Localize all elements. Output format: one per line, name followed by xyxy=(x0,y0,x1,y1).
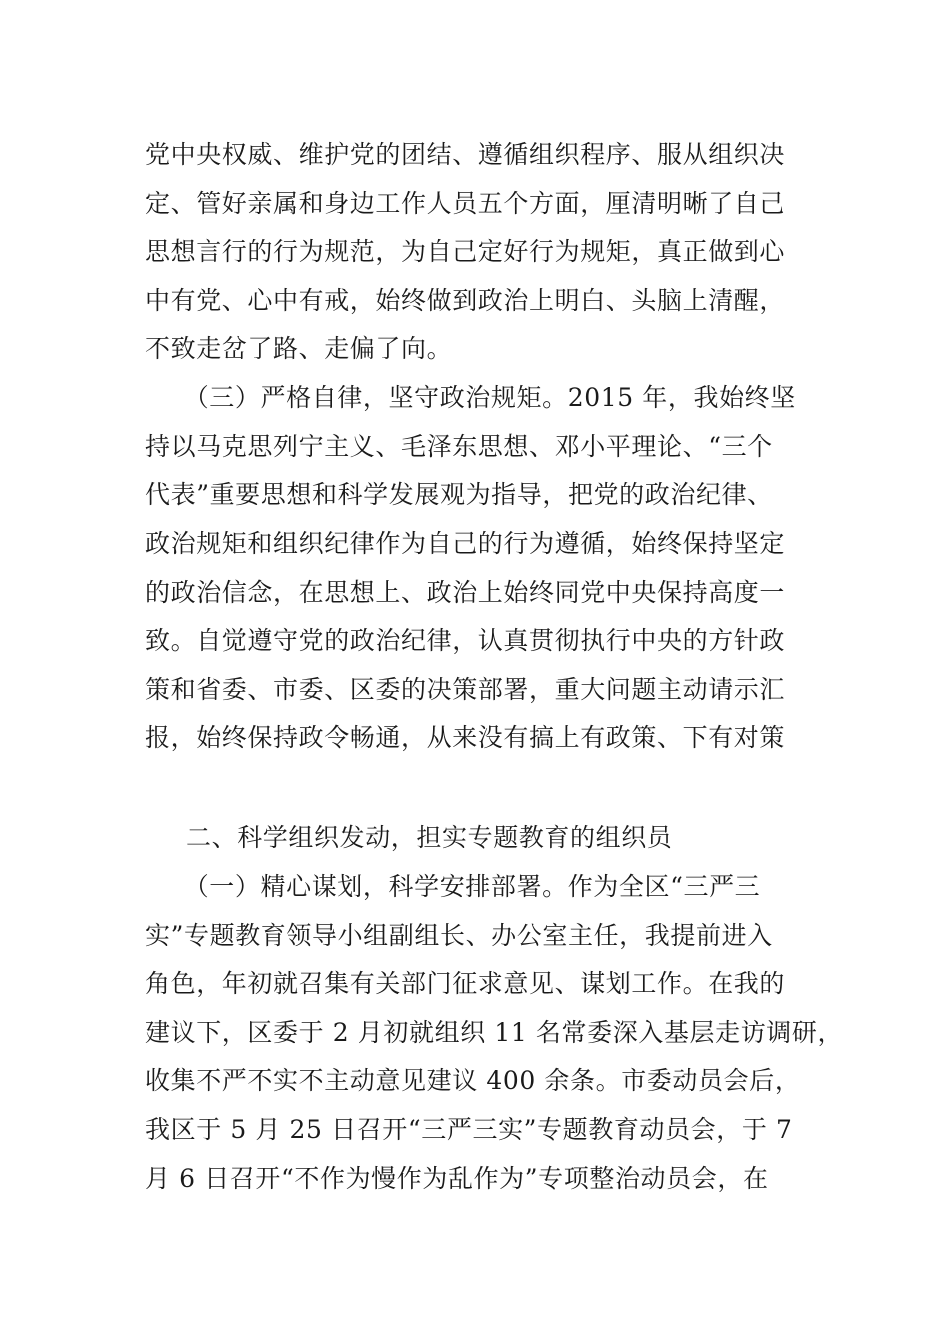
text-line: 报，始终保持政令畅通，从来没有搞上有政策、下有对策 xyxy=(145,723,786,752)
section-heading: 二、科学组织发动，担实专题教育的组织员 xyxy=(186,823,673,852)
text-line: 政治规矩和组织纪律作为自己的行为遵循，始终保持坚定 xyxy=(145,529,786,558)
text-line: 不致走岔了路、走偏了向。 xyxy=(145,334,453,363)
text-line: 我区于 5 月 25 日召开“三严三实”专题教育动员会，于 7 xyxy=(145,1115,793,1144)
text-line: 思想言行的行为规范，为自己定好行为规矩，真正做到心 xyxy=(145,237,786,266)
text-line: 建议下，区委于 2 月初就组织 11 名常委深入基层走访调研， xyxy=(145,1018,844,1047)
text-line: 策和省委、市委、区委的决策部署，重大问题主动请示汇 xyxy=(145,675,786,704)
text-line: 致。自觉遵守党的政治纪律，认真贯彻执行中央的方针政 xyxy=(145,626,786,655)
text-line: 月 6 日召开“不作为慢作为乱作为”专项整治动员会，在 xyxy=(145,1164,769,1193)
text-line: 中有党、心中有戒，始终做到政治上明白、头脑上清醒， xyxy=(145,286,786,315)
text-line: 角色，年初就召集有关部门征求意见、谋划工作。在我的 xyxy=(145,969,786,998)
text-line: （一）精心谋划，科学安排部署。作为全区“三严三 xyxy=(145,872,761,901)
text-line: 定、管好亲属和身边工作人员五个方面，厘清明晰了自己 xyxy=(145,189,786,218)
text-line: 持以马克思列宁主义、毛泽东思想、邓小平理论、“三个 xyxy=(145,432,773,461)
text-line: 党中央权威、维护党的团结、遵循组织程序、服从组织决 xyxy=(145,140,786,169)
text-line: 实”专题教育领导小组副组长、办公室主任，我提前进入 xyxy=(145,921,773,950)
text-line: （三）严格自律，坚守政治规矩。2015 年，我始终坚 xyxy=(145,383,796,412)
text-line: 收集不严不实不主动意见建议 400 余条。市委动员会后， xyxy=(145,1066,801,1095)
text-line: 的政治信念，在思想上、政治上始终同党中央保持高度一 xyxy=(145,578,786,607)
text-line: 代表”重要思想和科学发展观为指导，把党的政治纪律、 xyxy=(145,480,773,509)
